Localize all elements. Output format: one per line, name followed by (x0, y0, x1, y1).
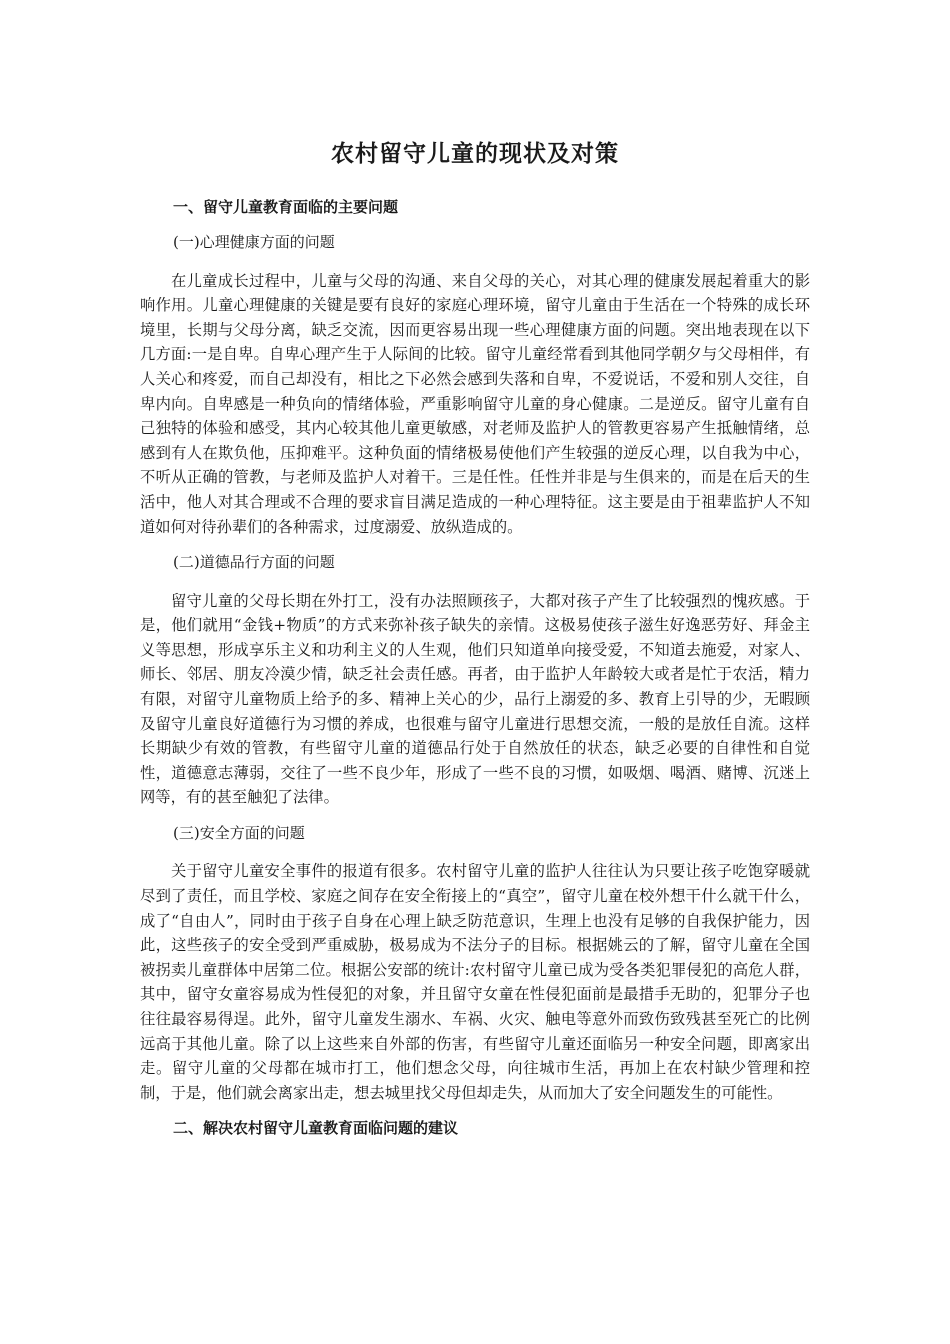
section-heading-2: 二、解决农村留守儿童教育面临问题的建议 (173, 1119, 459, 1138)
section-heading-1: 一、留守儿童教育面临的主要问题 (173, 197, 399, 216)
paragraph-safety: 关于留守儿童安全事件的报道有很多。农村留守儿童的监护人往往认为只要让孩子吃饱穿暖就尽到了责任，而且学校、家庭之间存在安全衔接上的“真空”，留守儿童在校外想干什么就干什么，成了“自由人”，同时由于孩子自身在心理上缺乏防范意识，生理上也没有足够的自我保护能力，因此，这些孩子的安全受到严重威胁，极易成为不法分子的目标。根据姚云的了解，留守儿童在全国被拐卖儿童群体中居第二位。根据公安部的统计:农村留守儿童已成为受各类犯罪侵犯的高危人群，其中，留守女童容易成为性侵犯的对象，并且留守女童在性侵犯面前是最措手无助的，犯罪分子也往往最容易得逞。此外，留守儿童发生溺水、车祸、火灾、触电等意外而致伤致残甚至死亡的比例远高于其他儿童。除了以上这些来自外部的伤害，有些留守儿童还面临另一种安全问题，即离家出走。留守儿童的父母都在城市打工，他们想念父母，向往城市生活，再加上在农村缺少管理和控制，于是，他们就会离家出走，想去城里找父母但却走失，从而加大了安全问题发生的可能性。 (140, 862, 810, 1102)
document-title: 农村留守儿童的现状及对策 (331, 140, 619, 167)
subsection-heading-morality: (二)道德品行方面的问题 (173, 553, 335, 572)
paragraph-psychology: 在儿童成长过程中，儿童与父母的沟通、来自父母的关心，对其心理的健康发展起着重大的影响作用。儿童心理健康的关键是要有良好的家庭心理环境，留守儿童由于生活在一个特殊的成长环境里，长期与父母分离，缺乏交流，因而更容易出现一些心理健康方面的问题。突出地表现在以下几方面:一是自卑。自卑心理产生于人际间的比较。留守儿童经常看到其他同学朝夕与父母相伴，有人关心和疼爱，而自己却没有，相比之下必然会感到失落和自卑，不爱说话，不爱和别人交往，自卑内向。自卑感是一种负向的情绪体验，严重影响留守儿童的身心健康。二是逆反。留守儿童有自己独特的体验和感受，其内心较其他儿童更敏感，对老师及监护人的管教更容易产生抵触情绪，总感到有人在欺负他，压抑难平。这种负面的情绪极易使他们产生较强的逆反心理，以自我为中心，不听从正确的管教，与老师及监护人对着干。三是任性。任性并非是与生俱来的，而是在后天的生活中，他人对其合理或不合理的要求盲目满足造成的一种心理特征。这主要是由于祖辈监护人不知道如何对待孙辈们的各种需求，过度溺爱、放纵造成的。 (140, 271, 810, 536)
paragraph-morality: 留守儿童的父母长期在外打工，没有办法照顾孩子，大都对孩子产生了比较强烈的愧疚感。于是，他们就用“金钱+物质”的方式来弥补孩子缺失的亲情。这极易使孩子滋生好逸恶劳好、拜金主义等思想，形成享乐主义和功利主义的人生观，他们只知道单向接受爱，不知道去施爱，对家人、师长、邻居、朋友冷漠少情，缺乏社会责任感。再者，由于监护人年龄较大或者是忙于农活，精力有限，对留守儿童物质上给予的多、精神上关心的少，品行上溺爱的多、教育上引导的少，无暇顾及留守儿童良好道德行为习惯的养成，也很难与留守儿童进行思想交流，一般的是放任自流。这样长期缺少有效的管教，有些留守儿童的道德品行处于自然放任的状态，缺乏必要的自律性和自觉性，道德意志薄弱，交往了一些不良少年，形成了一些不良的习惯，如吸烟、喝酒、赌博、沉迷上网等，有的甚至触犯了法律。 (140, 591, 810, 807)
subsection-heading-safety: (三)安全方面的问题 (173, 823, 305, 842)
subsection-heading-psychology: (一)心理健康方面的问题 (173, 233, 335, 252)
